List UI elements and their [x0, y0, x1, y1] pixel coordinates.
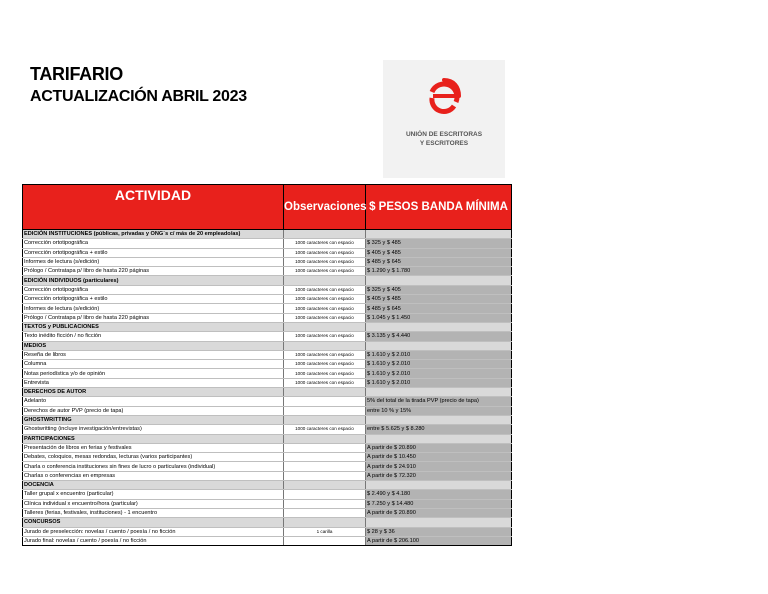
- price-cell: $ 1.610 y $ 2.010: [366, 378, 512, 387]
- logo-text: [383, 130, 505, 148]
- price-cell: 5% del total de la tirada PVP (precio de tapa): [366, 397, 512, 406]
- table-section-row: [23, 230, 512, 239]
- observation-cell: [284, 388, 366, 397]
- price-cell: A partir de $ 20.890: [366, 443, 512, 452]
- table-section-row: [23, 518, 512, 527]
- table-row: [23, 536, 512, 545]
- price-cell: A partir de $ 24.910: [366, 462, 512, 471]
- table-row: [23, 378, 512, 387]
- price-cell: $ 405 y $ 485: [366, 295, 512, 304]
- table-row: [23, 285, 512, 294]
- table-row: [23, 304, 512, 313]
- table-row: [23, 453, 512, 462]
- observation-cell: 1 carilla: [284, 527, 366, 536]
- observation-cell: 1000 caracteres con espacio: [284, 332, 366, 341]
- page-title: TARIFARIO: [30, 64, 123, 84]
- activity-cell: DERECHOS DE AUTOR: [23, 388, 284, 397]
- table-row: [23, 462, 512, 471]
- price-cell: $ 485 y $ 645: [366, 257, 512, 266]
- table-section-row: [23, 341, 512, 350]
- table-row: [23, 295, 512, 304]
- activity-cell: Prólogo / Contratapa p/ libro de hasta 220 páginas: [23, 313, 284, 322]
- activity-cell: Corrección ortotipográfica + estilo: [23, 248, 284, 257]
- table-row: [23, 443, 512, 452]
- activity-cell: Informes de lectura (s/edición): [23, 304, 284, 313]
- activity-cell: Reseña de libros: [23, 350, 284, 359]
- price-cell: [366, 415, 512, 424]
- observation-cell: 1000 caracteres con espacio: [284, 304, 366, 313]
- activity-cell: Clínica individual x encuentro/hora (particular): [23, 499, 284, 508]
- activity-cell: Corrección ortotipográfica + estilo: [23, 295, 284, 304]
- observation-cell: 1000 caracteres con espacio: [284, 285, 366, 294]
- price-cell: $ 7.250 y $ 14.480: [366, 499, 512, 508]
- price-cell: A partir de $ 20.890: [366, 508, 512, 517]
- tarifario-table: [22, 184, 512, 546]
- observation-cell: 1000 caracteres con espacio: [284, 378, 366, 387]
- price-cell: $ 1.610 y $ 2.010: [366, 360, 512, 369]
- column-header-precio: $ PESOS BANDA MÍNIMA: [366, 185, 512, 230]
- activity-cell: Debates, coloquios, mesas redondas, lecturas (varios participantes): [23, 453, 284, 462]
- table-body: [23, 230, 512, 546]
- observation-cell: 1000 caracteres con espacio: [284, 239, 366, 248]
- table-row: [23, 397, 512, 406]
- observation-cell: 1000 caracteres con espacio: [284, 248, 366, 257]
- table-header-row: [23, 185, 512, 230]
- price-cell: entre $ 5.625 y $ 8.280: [366, 425, 512, 434]
- price-cell: [366, 341, 512, 350]
- activity-cell: TEXTOS y PUBLICACIONES: [23, 322, 284, 331]
- column-header-actividad: [23, 185, 284, 230]
- observation-cell: [284, 341, 366, 350]
- activity-cell: EDICIÓN INSTITUCIONES (públicas, privadas y ONG´s c/ más de 20 empleado/as): [23, 230, 284, 239]
- price-cell: [366, 481, 512, 490]
- activity-cell: Prólogo / Contratapa p/ libro de hasta 220 páginas: [23, 267, 284, 276]
- observation-cell: [284, 490, 366, 499]
- observation-cell: [284, 453, 366, 462]
- activity-cell: PARTICIPACIONES: [23, 434, 284, 443]
- activity-cell: Entrevista: [23, 378, 284, 387]
- observation-cell: [284, 462, 366, 471]
- table-row: [23, 239, 512, 248]
- activity-cell: Informes de lectura (s/edición): [23, 257, 284, 266]
- table-section-row: [23, 322, 512, 331]
- activity-cell: GHOSTWRITTING: [23, 415, 284, 424]
- table-row: [23, 406, 512, 415]
- activity-cell: Texto inédito ficción / no ficción: [23, 332, 284, 341]
- observation-cell: [284, 406, 366, 415]
- price-cell: $ 405 y $ 485: [366, 248, 512, 257]
- activity-cell: Jurado final: novelas / cuento / poesía / no ficción: [23, 536, 284, 545]
- activity-cell: EDICIÓN INDIVIDUOS (particulares): [23, 276, 284, 285]
- table-section-row: [23, 434, 512, 443]
- observation-cell: 1000 caracteres con espacio: [284, 369, 366, 378]
- table-row: [23, 248, 512, 257]
- activity-cell: Derechos de autor PVP (precio de tapa): [23, 406, 284, 415]
- price-cell: entre 10 % y 15%: [366, 406, 512, 415]
- activity-cell: Corrección ortotipográfica: [23, 285, 284, 294]
- table-row: [23, 508, 512, 517]
- observation-cell: [284, 443, 366, 452]
- table-row: [23, 350, 512, 359]
- table-row: [23, 425, 512, 434]
- price-cell: $ 28 y $ 36: [366, 527, 512, 536]
- price-cell: [366, 322, 512, 331]
- observation-cell: [284, 508, 366, 517]
- price-cell: [366, 276, 512, 285]
- price-cell: [366, 518, 512, 527]
- logo: [383, 60, 505, 178]
- price-cell: $ 2.490 y $ 4.180: [366, 490, 512, 499]
- observation-cell: [284, 230, 366, 239]
- table-row: [23, 313, 512, 322]
- table-section-row: [23, 415, 512, 424]
- logo-line-1: UNIÓN DE ESCRITORAS: [405, 131, 483, 138]
- observation-cell: [284, 276, 366, 285]
- observation-cell: 1000 caracteres con espacio: [284, 313, 366, 322]
- activity-cell: Presentación de libros en ferias y festivales: [23, 443, 284, 452]
- table-row: [23, 499, 512, 508]
- activity-cell: Jurado de preselección: novelas / cuento / poesía / no ficción: [23, 527, 284, 536]
- price-cell: $ 3.135 y $ 4.440: [366, 332, 512, 341]
- price-cell: [366, 230, 512, 239]
- activity-cell: Adelanto: [23, 397, 284, 406]
- observation-cell: 1000 caracteres con espacio: [284, 350, 366, 359]
- activity-cell: Talleres (ferias, festivales, instituciones) - 1 encuentro: [23, 508, 284, 517]
- observation-cell: [284, 481, 366, 490]
- table-row: [23, 267, 512, 276]
- observation-cell: [284, 536, 366, 545]
- table-row: [23, 471, 512, 480]
- price-cell: A partir de $ 72.320: [366, 471, 512, 480]
- price-cell: $ 1.610 y $ 2.010: [366, 350, 512, 359]
- price-cell: $ 1.045 y $ 1.450: [366, 313, 512, 322]
- activity-cell: DOCENCIA: [23, 481, 284, 490]
- table-row: [23, 257, 512, 266]
- observation-cell: [284, 434, 366, 443]
- header-actividad-label: ACTIVIDAD: [114, 187, 192, 203]
- observation-cell: [284, 397, 366, 406]
- table-row: [23, 332, 512, 341]
- table-row: [23, 527, 512, 536]
- activity-cell: Charlas o conferencias en empresas: [23, 471, 284, 480]
- table-section-row: [23, 388, 512, 397]
- price-cell: [366, 388, 512, 397]
- observation-cell: 1000 caracteres con espacio: [284, 257, 366, 266]
- observation-cell: [284, 471, 366, 480]
- activity-cell: Ghostwritting (incluye investigación/entrevistas): [23, 425, 284, 434]
- observation-cell: [284, 415, 366, 424]
- uniondeescritores-logo-icon: [426, 78, 462, 118]
- table-section-row: [23, 481, 512, 490]
- activity-cell: MEDIOS: [23, 341, 284, 350]
- activity-cell: Corrección ortotipográfica: [23, 239, 284, 248]
- activity-cell: CONCURSOS: [23, 518, 284, 527]
- logo-line-2: Y ESCRITORES: [419, 140, 469, 147]
- price-cell: A partir de $ 10.450: [366, 453, 512, 462]
- price-cell: A partir de $ 206.100: [366, 536, 512, 545]
- table-row: [23, 369, 512, 378]
- activity-cell: Notas periodística y/o de opinión: [23, 369, 284, 378]
- column-header-observaciones: Observaciones: [284, 185, 366, 230]
- observation-cell: [284, 499, 366, 508]
- activity-cell: Charla o conferencia instituciones sin fines de lucro o particulares (individual): [23, 462, 284, 471]
- activity-cell: Taller grupal x encuentro (particular): [23, 490, 284, 499]
- page-subtitle: ACTUALIZACIÓN ABRIL 2023: [30, 88, 247, 105]
- table-row: [23, 490, 512, 499]
- observation-cell: 1000 caracteres con espacio: [284, 360, 366, 369]
- price-cell: $ 1.610 y $ 2.010: [366, 369, 512, 378]
- price-cell: $ 325 y $ 485: [366, 239, 512, 248]
- activity-cell: Columna: [23, 360, 284, 369]
- observation-cell: [284, 322, 366, 331]
- observation-cell: 1000 caracteres con espacio: [284, 267, 366, 276]
- table-section-row: [23, 276, 512, 285]
- price-cell: $ 1.290 y $ 1.780: [366, 267, 512, 276]
- price-cell: $ 325 y $ 405: [366, 285, 512, 294]
- table-row: [23, 360, 512, 369]
- price-cell: [366, 434, 512, 443]
- observation-cell: [284, 518, 366, 527]
- observation-cell: 1000 caracteres con espacio: [284, 295, 366, 304]
- observation-cell: 1000 caracteres con espacio: [284, 425, 366, 434]
- price-cell: $ 485 y $ 645: [366, 304, 512, 313]
